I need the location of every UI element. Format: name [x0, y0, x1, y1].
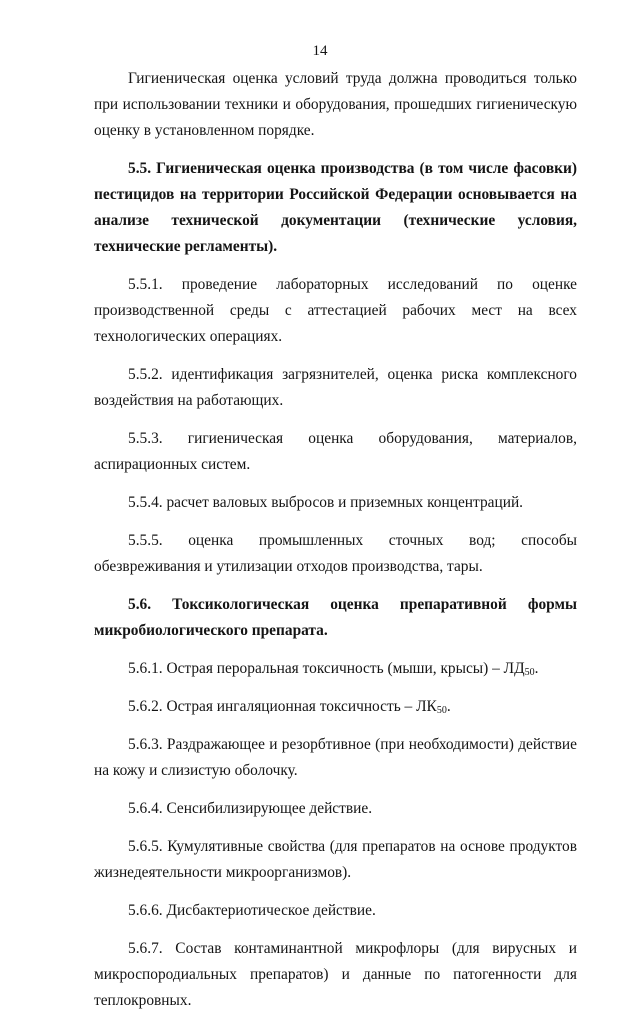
- item-5-6-7: 5.6.7. Состав контаминантной микрофлоры (для вирусных и микроспородиальных препаратов) и данные по патогенности для теплокровных.: [94, 940, 577, 1009]
- item-5-6-5: 5.6.5. Кумулятивные свойства (для препаратов на основе продуктов жизнедеятельности микроорганизмов).: [94, 838, 577, 881]
- item-5-5-4: 5.5.4. расчет валовых выбросов и приземных концентраций.: [128, 494, 524, 511]
- item-5-6-2-end: .: [446, 698, 451, 715]
- section-5-6-heading: 5.6. Токсикологическая оценка препаративной формы микробиологического препарата.: [94, 596, 577, 639]
- lk50-subscript: 50: [436, 705, 447, 716]
- item-5-5-5: 5.5.5. оценка промышленных сточных вод; способы обезвреживания и утилизации отходов производства, тары.: [94, 532, 577, 575]
- section-5-5-heading: 5.5. Гигиеническая оценка производства (в том числе фасовки) пестицидов на территории Российской Федерации основывается на анализе технической документации (технические условия, технические регламенты).: [94, 160, 577, 255]
- item-5-6-1-end: .: [534, 660, 539, 677]
- page-number: 14: [312, 43, 328, 59]
- item-5-6-4: 5.6.4. Сенсибилизирующее действие.: [128, 800, 373, 817]
- item-5-6-6: 5.6.6. Дисбактериотическое действие.: [128, 902, 376, 919]
- item-5-6-2: [94, 694, 577, 720]
- item-5-6-2-text: 5.6.2. Острая ингаляционная токсичность – ЛК: [128, 698, 437, 715]
- item-5-5-3: 5.5.3. гигиеническая оценка оборудования, материалов, аспирационных систем.: [94, 430, 577, 473]
- item-5-5-2: 5.5.2. идентификация загрязнителей, оценка риска комплексного воздействия на работающих.: [94, 366, 577, 409]
- item-5-6-1: [94, 656, 577, 682]
- item-5-6-3: 5.6.3. Раздражающее и резорбтивное (при необходимости) действие на кожу и слизистую оболочку.: [94, 736, 577, 779]
- document-body: [94, 66, 577, 1014]
- item-5-5-1: 5.5.1. проведение лабораторных исследований по оценке производственной среды с аттестацией рабочих мест на всех технологических операциях.: [94, 276, 577, 345]
- item-5-6-1-text: 5.6.1. Острая пероральная токсичность (мыши, крысы) – ЛД: [128, 660, 525, 677]
- ld50-subscript: 50: [524, 667, 535, 678]
- paragraph-hygiene-assessment: Гигиеническая оценка условий труда должна проводиться только при использовании техники и оборудования, прошедших гигиеническую оценку в установленном порядке.: [94, 70, 577, 139]
